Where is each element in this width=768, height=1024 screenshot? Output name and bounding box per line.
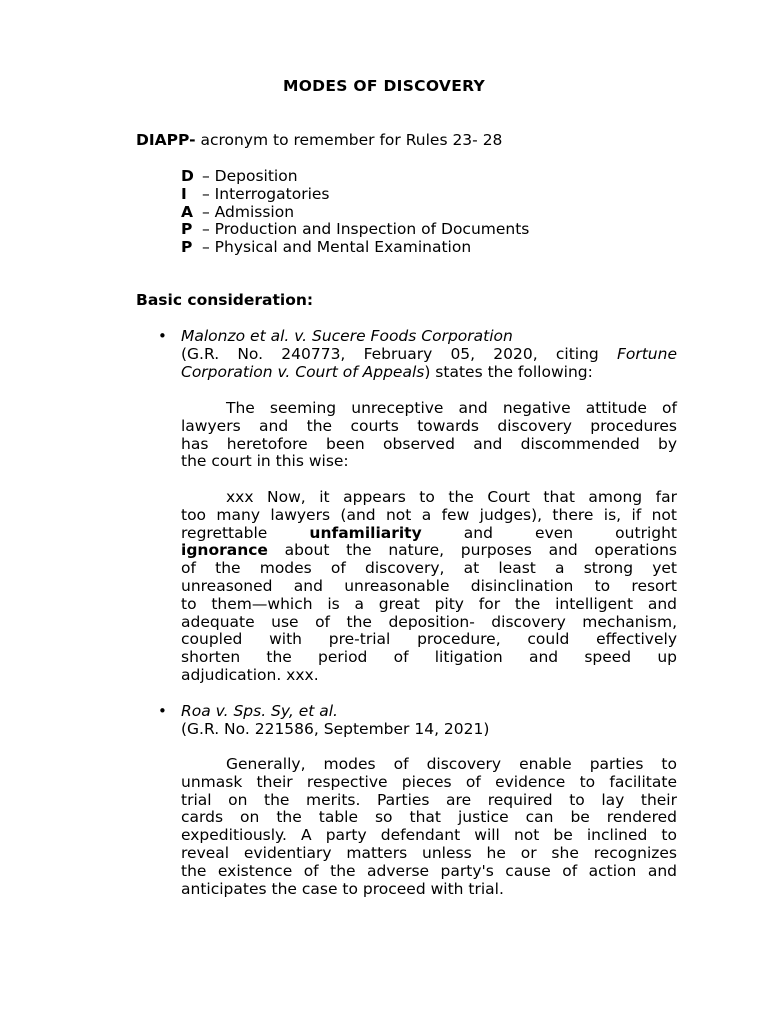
para-line xyxy=(181,525,677,543)
acronym-letter: D xyxy=(181,167,194,185)
para-line: too many lawyers (and not a few judges), there is, if not xyxy=(181,505,677,524)
case1-citation-text: (G.R. No. 240773, February 05, 2020, citing xyxy=(181,344,617,363)
acronym-letter: P xyxy=(181,220,193,239)
case1-cited-case-part2: Corporation v. Court of Appeals xyxy=(181,362,425,381)
acronym-letter: I xyxy=(181,184,187,203)
acronym-item-interrogatories xyxy=(181,186,529,204)
para-line: anticipates the case to proceed with trial. xyxy=(181,879,504,898)
emphasis-unfamiliarity: unfamiliarity xyxy=(309,523,422,542)
para-line: lawyers and the courts towards discovery procedures xyxy=(181,416,677,435)
case1-name: Malonzo et al. v. Sucere Foods Corporation xyxy=(181,327,513,345)
para-line: reveal evidentiary matters unless he or she recognizes xyxy=(181,843,677,862)
basic-consideration-heading: Basic consideration: xyxy=(136,291,314,309)
diapp-description: acronym to remember for Rules 23- 28 xyxy=(195,131,503,149)
diapp-term: DIAPP- xyxy=(136,131,196,149)
case1-quoted-paragraph xyxy=(181,489,677,685)
case2-name: Roa v. Sps. Sy, et al. xyxy=(181,702,338,720)
diapp-definition xyxy=(136,132,502,150)
case1-paragraph1 xyxy=(181,400,677,471)
para-line: to them—which is a great pity for the intelligent and xyxy=(181,594,677,613)
acronym-list xyxy=(181,168,529,257)
acronym-letter: A xyxy=(181,202,193,221)
para-line-text: regrettable xyxy=(181,523,310,542)
acronym-letter: P xyxy=(181,238,193,257)
case1-citation-line2 xyxy=(181,364,677,382)
acronym-text: – Admission xyxy=(202,202,295,221)
case2-header xyxy=(181,703,677,739)
acronym-text: – Interrogatories xyxy=(202,184,330,203)
case1-citation-tail: ) states the following: xyxy=(424,362,593,381)
acronym-text: – Deposition xyxy=(202,167,298,185)
acronym-item-production xyxy=(181,221,529,239)
acronym-text: – Production and Inspection of Documents xyxy=(202,220,530,239)
para-line: the existence of the adverse party's cause of action and xyxy=(181,861,677,880)
para-line: shorten the period of litigation and speed up xyxy=(181,648,677,667)
case2-paragraph xyxy=(181,756,677,898)
para-line: coupled with pre-trial procedure, could effectively xyxy=(181,630,677,649)
para-line xyxy=(181,400,677,418)
emphasis-ignorance: ignorance xyxy=(181,541,268,560)
para-line-text: The seeming unreceptive and negative attitude of xyxy=(226,399,677,417)
para-line: has heretofore been observed and discommended by xyxy=(181,434,677,453)
bullet-icon: • xyxy=(158,327,167,345)
case2-citation: (G.R. No. 221586, September 14, 2021) xyxy=(181,719,490,738)
para-line xyxy=(181,756,677,774)
para-line-text: about the nature, purposes and operations xyxy=(267,541,677,560)
acronym-item-examination xyxy=(181,239,529,257)
para-line: trial on the merits. Parties are required to lay their xyxy=(181,790,677,809)
bullet-icon: • xyxy=(158,702,167,720)
para-line: expeditiously. A party defendant will not be inclined to xyxy=(181,826,677,845)
case1-citation-line1 xyxy=(181,346,677,364)
case1-header xyxy=(181,328,677,381)
para-line: unmask their respective pieces of evidence to facilitate xyxy=(181,772,677,791)
para-line: adequate use of the deposition- discovery mechanism, xyxy=(181,612,677,631)
para-line xyxy=(181,489,677,507)
para-line xyxy=(181,542,677,560)
case1-cited-case-part1: Fortune xyxy=(616,344,677,363)
acronym-item-admission xyxy=(181,204,529,222)
para-line-text: and even outright xyxy=(421,523,677,542)
para-line: adjudication. xxx. xyxy=(181,665,319,684)
acronym-text: – Physical and Mental Examination xyxy=(202,238,472,257)
para-line: cards on the table so that justice can be rendered xyxy=(181,808,677,827)
acronym-item-deposition xyxy=(181,168,529,186)
document-title: MODES OF DISCOVERY xyxy=(282,77,485,95)
para-line-text: Generally, modes of discovery enable parties to xyxy=(226,755,677,773)
para-line: of the modes of discovery, at least a strong yet xyxy=(181,559,677,578)
para-line-text: xxx Now, it appears to the Court that among far xyxy=(226,488,677,506)
para-line: the court in this wise: xyxy=(181,452,349,471)
para-line: unreasoned and unreasonable disinclination to resort xyxy=(181,576,677,595)
